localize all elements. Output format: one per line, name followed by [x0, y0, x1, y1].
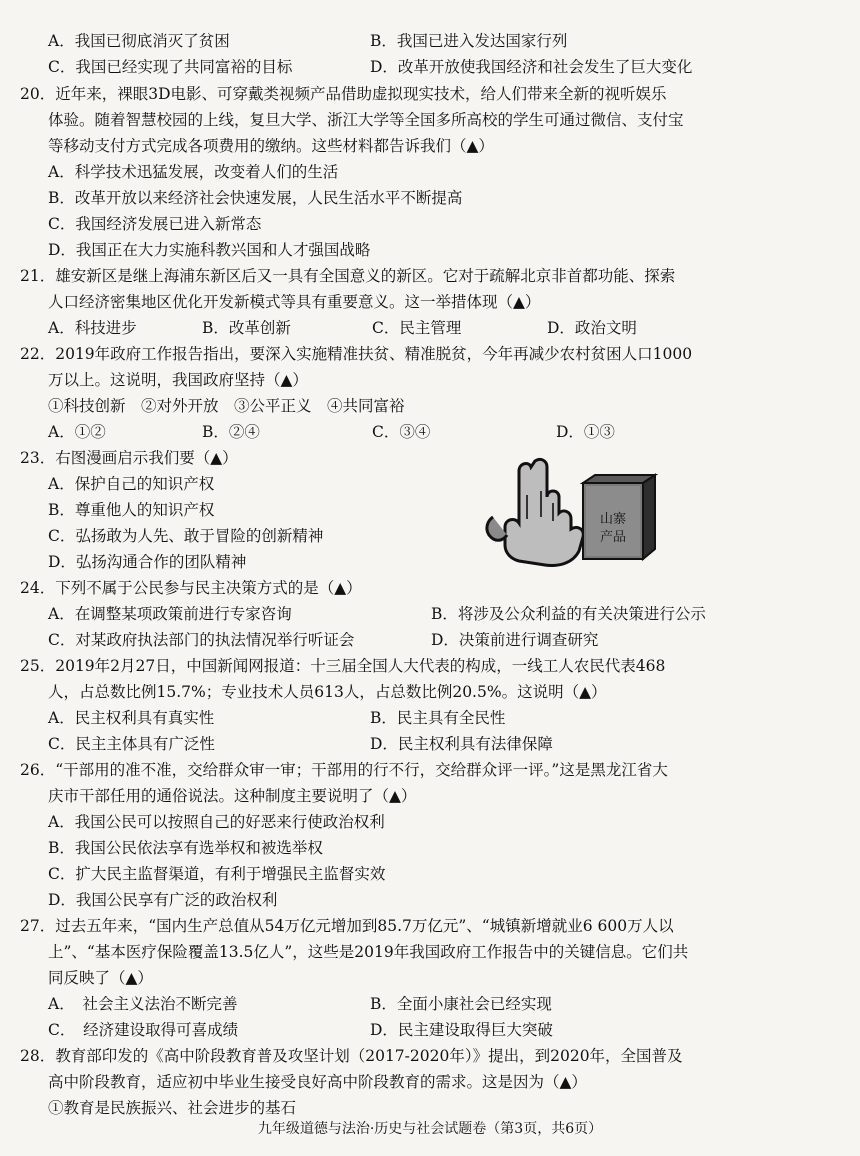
q22-option-b: B．②④ [202, 423, 260, 441]
page-footer: 九年级道德与法治·历史与社会试题卷（第3页，共6页） [257, 1121, 603, 1137]
q20-stem-line: 等移动支付方式完成各项费用的缴纳。这些材料都告诉我们（▲） [48, 137, 494, 155]
q22-option-c: C．③④ [372, 423, 431, 441]
q25-option-d: D．民主权利具有法律保障 [370, 735, 553, 753]
q22-option-d: D．①③ [556, 423, 615, 441]
q21-option-a: A．科技进步 [48, 319, 137, 337]
q23-stem-line: 23．右图漫画启示我们要（▲） [20, 449, 238, 467]
q25-option-b: B．民主具有全民性 [370, 709, 506, 727]
q27-stem-line: 27．过去五年来，“国内生产总值从54万亿元增加到85.7万亿元”、“城镇新增就业6 600万人以 [20, 917, 674, 935]
q26-stem-line: 庆市干部任用的通俗说法。这种制度主要说明了（▲） [48, 787, 417, 805]
q20-option-b: B．改革开放以来经济社会快速发展，人民生活水平不断提高 [48, 189, 463, 207]
q28-item-1: ①教育是民族振兴、社会进步的基石 [48, 1099, 297, 1117]
q21-option-b: B．改革创新 [202, 319, 291, 337]
q25-stem-line: 人，占总数比例15.7%；专业技术人员613人，占总数比例20.5%。这说明（▲） [48, 683, 607, 701]
q25-stem-line: 25．2019年2月27日，中国新闻网报道：十三届全国人大代表的构成，一线工人农民代表468 [20, 657, 666, 675]
q23-option-d: D．弘扬沟通合作的团队精神 [48, 553, 247, 571]
q24-stem-line: 24．下列不属于公民参与民主决策方式的是（▲） [20, 579, 362, 597]
q23-option-a: A．保护自己的知识产权 [48, 475, 215, 493]
q23-option-c: C．弘扬敢为人先、敢于冒险的创新精神 [48, 527, 324, 545]
hand-stop-icon [487, 459, 583, 565]
q24-option-d: D．决策前进行调查研究 [431, 631, 599, 649]
q25-option-c: C．民主主体具有广泛性 [48, 735, 215, 753]
q19-option-c: C．我国已经实现了共同富裕的目标 [48, 58, 293, 76]
box-label-line2: 产品 [599, 530, 627, 545]
q19-option-b: B．我国已进入发达国家行列 [370, 32, 568, 50]
q26-option-c: C．扩大民主监督渠道，有利于增强民主监督实效 [48, 865, 386, 883]
q27-stem-line: 上”、“基本医疗保险覆盖13.5亿人”，这些是2019年我国政府工作报告中的关键信息。它们共 [48, 943, 689, 961]
q25-option-a: A．民主权利具有真实性 [48, 709, 215, 727]
box-label-line1: 山寨 [599, 512, 627, 527]
q21-stem-line: 人口经济密集地区优化开发新模式等具有重要意义。这一举措体现（▲） [48, 293, 541, 311]
q22-items: ①科技创新 ②对外开放 ③公平正义 ④共同富裕 [48, 397, 405, 415]
q20-stem-line: 体验。随着智慧校园的上线，复旦大学、浙江大学等全国多所高校的学生可通过微信、支付宝 [48, 111, 684, 129]
q26-option-a: A．我国公民可以按照自己的好恶来行使政治权利 [48, 813, 385, 831]
q26-option-d: D．我国公民享有广泛的政治权利 [48, 891, 278, 909]
q26-stem-line: 26．“干部用的准不准，交给群众审一审；干部用的行不行，交给群众评一评。”这是黑龙江省大 [20, 761, 668, 779]
q22-stem-line: 22．2019年政府工作报告指出，要深入实施精准扶贫、精准脱贫，今年再减少农村贫困人口1000 [20, 345, 693, 363]
q24-option-a: A．在调整某项政策前进行专家咨询 [48, 605, 292, 623]
q22-option-a: A．①② [48, 423, 106, 441]
q24-option-b: B．将涉及公众利益的有关决策进行公示 [431, 605, 706, 623]
q24-option-c: C．对某政府执法部门的执法情况举行听证会 [48, 631, 355, 649]
q27-option-d: D．民主建设取得巨大突破 [370, 1021, 553, 1039]
q27-option-c: C． 经济建设取得可喜成绩 [48, 1021, 239, 1039]
q27-option-a: A． 社会主义法治不断完善 [48, 995, 238, 1013]
q21-option-c: C．民主管理 [372, 319, 462, 337]
q20-option-d: D．我国正在大力实施科教兴国和人才强国战略 [48, 241, 371, 259]
q28-stem-line: 28．教育部印发的《高中阶段教育普及攻坚计划（2017-2020年）》提出，到2020年，全国普及 [20, 1047, 683, 1065]
q20-option-c: C．我国经济发展已进入新常态 [48, 215, 262, 233]
q28-stem-line: 高中阶段教育，适应初中毕业生接受良好高中阶段教育的需求。这是因为（▲） [48, 1073, 587, 1091]
q22-stem-line: 万以上。这说明，我国政府坚持（▲） [48, 371, 308, 389]
q21-option-d: D．政治文明 [547, 319, 637, 337]
q20-stem-line: 20．近年来，裸眼3D电影、可穿戴类视频产品借助虚拟现实技术，给人们带来全新的视听娱乐 [20, 85, 667, 103]
q21-stem-line: 21．雄安新区是继上海浦东新区后又一具有全国意义的新区。它对于疏解北京非首都功能、探索 [20, 267, 676, 285]
q20-option-a: A．科学技术迅猛发展，改变着人们的生活 [48, 163, 339, 181]
q27-option-b: B．全面小康社会已经实现 [370, 995, 552, 1013]
q26-option-b: B．我国公民依法享有选举权和被选举权 [48, 839, 323, 857]
q19-option-a: A．我国已彻底消灭了贫困 [48, 32, 230, 50]
cartoon-illustration [483, 455, 659, 567]
q19-option-d: D．改革开放使我国经济和社会发生了巨大变化 [370, 58, 693, 76]
q27-stem-line: 同反映了（▲） [48, 969, 153, 987]
q23-option-b: B．尊重他人的知识产权 [48, 501, 215, 519]
